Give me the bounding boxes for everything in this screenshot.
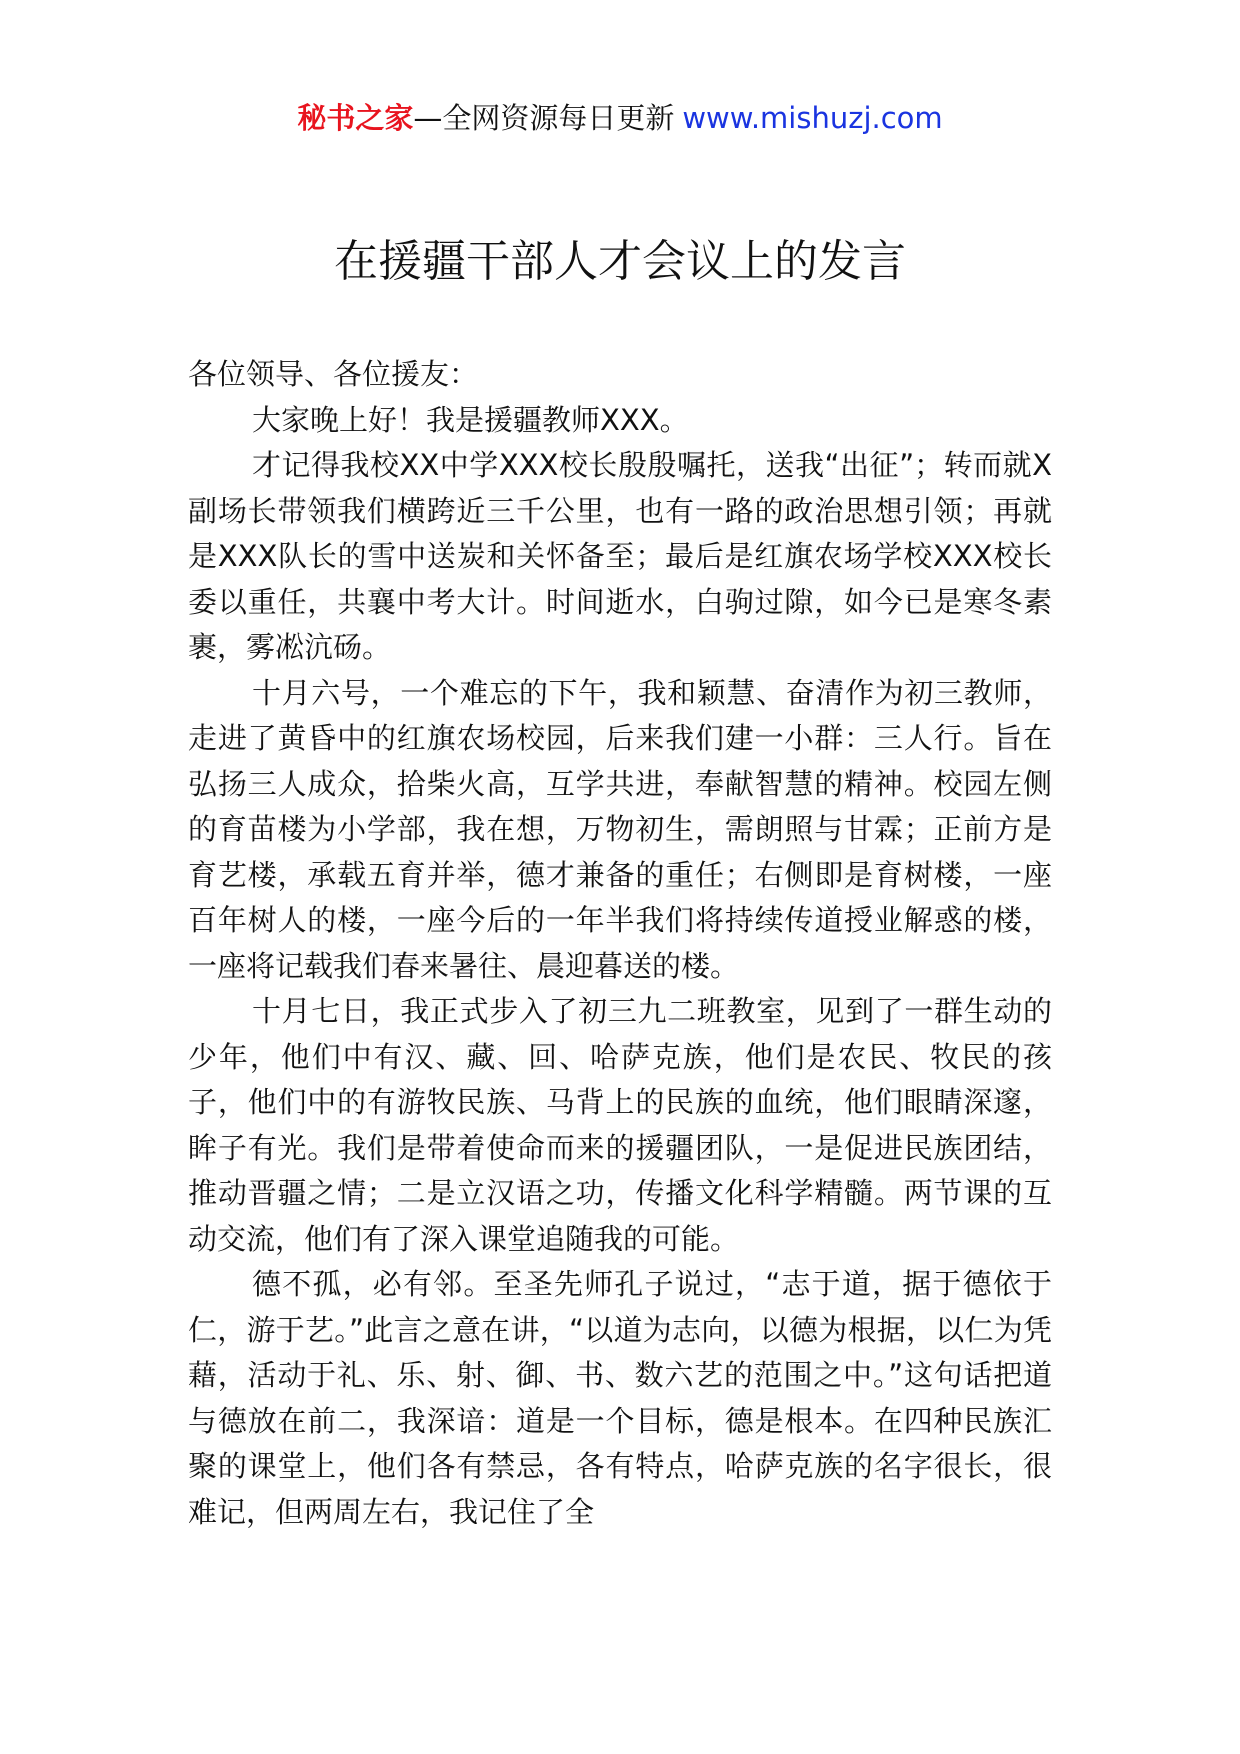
paragraph: 德不孤，必有邻。至圣先师孔子说过，“志于道，据于德依于仁，游于艺。”此言之意在讲，“以道为志向，以德为根据，以仁为凭藉，活动于礼、乐、射、御、书、数六艺的范围之中。”这句话把道与德放在前二，我深谙：道是一个目标，德是根本。在四种民族汇聚的课堂上，他们各有禁忌，各有特点，哈萨克族的名字很长，很难记，但两周左右，我记住了全	[188, 1267, 1052, 1529]
brand-name: 秘书之家	[297, 101, 414, 135]
salutation: 各位领导、各位援友：	[188, 357, 479, 391]
site-header	[0, 98, 1240, 138]
paragraph: 十月六号，一个难忘的下午，我和颖慧、奋清作为初三教师，走进了黄昏中的红旗农场校园，后来我们建一小群：三人行。旨在弘扬三人成众，拾柴火高，互学共进，奉献智慧的精神。校园左侧的育苗楼为小学部，我在想，万物初生，需朗照与甘霖；正前方是育艺楼，承载五育并举，德才兼备的重任；右侧即是育树楼，一座百年树人的楼，一座今后的一年半我们将持续传道授业解惑的楼，一座将记载我们春来暑往、晨迎暮送的楼。	[188, 675, 1052, 983]
paragraph: 大家晚上好！我是援疆教师XXX。	[252, 402, 689, 437]
document-body	[188, 352, 1052, 1535]
header-tagline: —全网资源每日更新	[413, 101, 675, 135]
paragraph: 才记得我校XX中学XXX校长殷殷嘱托，送我“出征”；转而就X副场长带领我们横跨近三千公里，也有一路的政治思想引领；再就是XXX队长的雪中送炭和关怀备至；最后是红旗农场学校XXX校长委以重任，共襄中考大计。时间逝水，白驹过隙，如今已是寒冬素裹，雾凇沆砀。	[188, 448, 1052, 664]
paragraph: 十月七日，我正式步入了初三九二班教室，见到了一群生动的少年，他们中有汉、藏、回、哈萨克族，他们是农民、牧民的孩子，他们中的有游牧民族、马背上的民族的血统，他们眼睛深邃，眸子有光。我们是带着使命而来的援疆团队，一是促进民族团结，推动晋疆之情；二是立汉语之功，传播文化科学精髓。两节课的互动交流，他们有了深入课堂追随我的可能。	[188, 994, 1052, 1256]
document-title: 在援疆干部人才会议上的发言	[334, 236, 906, 287]
site-url-link[interactable]: www.mishuzj.com	[682, 101, 943, 135]
